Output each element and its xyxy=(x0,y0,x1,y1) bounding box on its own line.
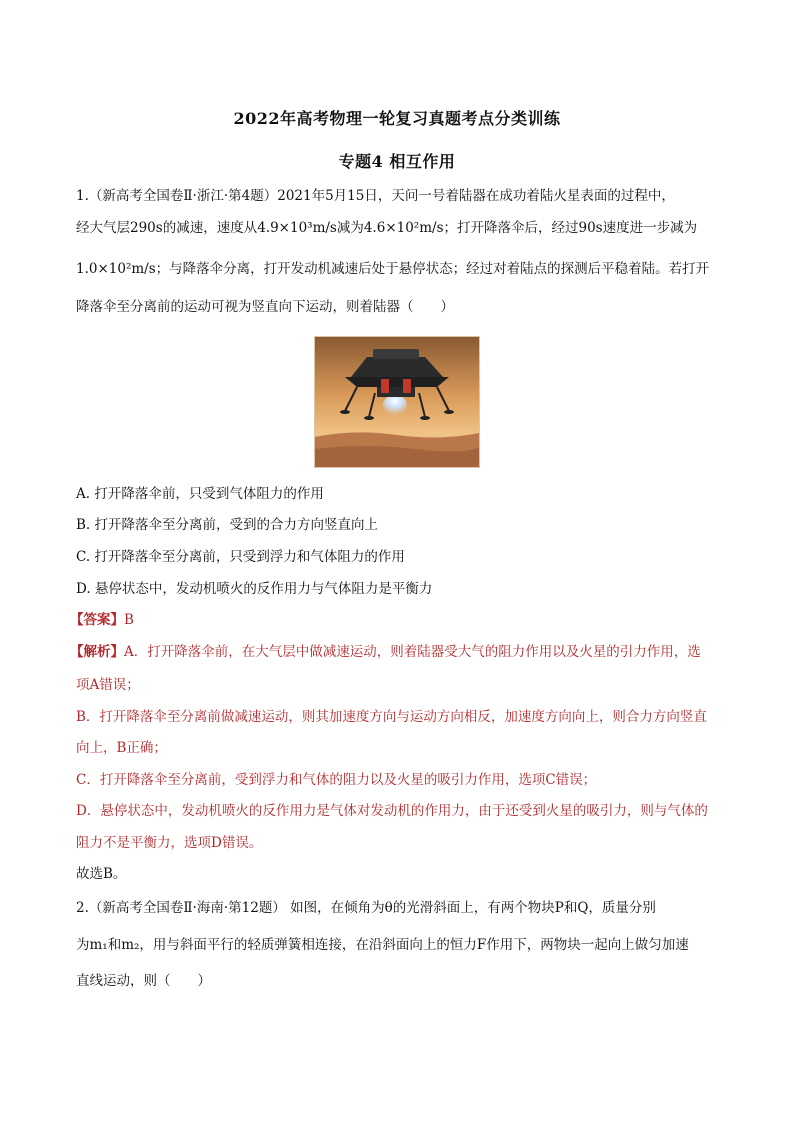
q1-option-a: A. 打开降落伞前，只受到气体阻力的作用 xyxy=(76,486,324,502)
q2-stem-line-2: 为m₁和m₂，用与斜面平行的轻质弹簧相连接，在沿斜面向上的恒力F作用下，两物块一起向上做匀加速 xyxy=(76,937,689,953)
answer-value: B xyxy=(124,612,134,628)
mars-lander-image xyxy=(314,336,480,468)
q1-analysis-line-2: 项A错误； xyxy=(76,677,140,693)
q1-analysis-line-6: D．悬停状态中，发动机喷火的反作用力是气体对发动机的作用力，由于还受到火星的吸引力，则与气体的 xyxy=(76,803,708,819)
analysis-label: 【解析】 xyxy=(70,644,124,660)
q2-stem-line-1: 2.（新高考全国卷Ⅱ·海南·第12题） 如图，在倾角为θ的光滑斜面上，有两个物块P和Q，质量分别 xyxy=(76,900,656,916)
q1-stem-line-2: 经大气层290s的减速，速度从4.9×10³m/s减为4.6×10²m/s；打开降落伞后，经过90s速度进一步减为 xyxy=(76,220,698,236)
q1-analysis-line-5: C．打开降落伞至分离前，受到浮力和气体的阻力以及火星的吸引力作用，选项C错误； xyxy=(76,772,597,788)
q1-conclusion: 故选B。 xyxy=(76,866,127,882)
document-title: 2022年高考物理一轮复习真题考点分类训练 xyxy=(233,109,561,128)
q1-option-c: C. 打开降落伞至分离前，只受到浮力和气体阻力的作用 xyxy=(76,549,405,565)
answer-label: 【答案】 xyxy=(70,612,124,628)
q1-stem-line-4: 降落伞至分离前的运动可视为竖直向下运动，则着陆器（ ） xyxy=(76,299,454,315)
q1-stem-line-1: 1.（新高考全国卷Ⅱ·浙江·第4题）2021年5月15日，天问一号着陆器在成功着陆火星表面的过程中， xyxy=(76,188,675,204)
q2-stem-line-3: 直线运动，则（ ） xyxy=(76,973,211,989)
q1-analysis-line-4: 向上，B正确； xyxy=(76,740,167,756)
lander-illustration xyxy=(315,337,479,467)
document-subtitle: 专题4 相互作用 xyxy=(338,152,456,171)
analysis-text-1: A．打开降落伞前，在大气层中做减速运动，则着陆器受大气的阻力作用以及火星的引力作用，选 xyxy=(124,644,701,660)
q1-analysis-line-1 xyxy=(70,642,701,662)
q1-analysis-line-7: 阻力不是平衡力，选项D错误。 xyxy=(76,835,263,851)
q1-answer xyxy=(70,610,134,630)
q1-analysis-line-3: B．打开降落伞至分离前做减速运动，则其加速度方向与运动方向相反，加速度方向向上，则合力方向竖直 xyxy=(76,709,707,725)
q1-stem-line-3: 1.0×10²m/s；与降落伞分离，打开发动机减速后处于悬停状态；经过对着陆点的探测后平稳着陆。若打开 xyxy=(76,261,710,277)
q1-option-b: B. 打开降落伞至分离前，受到的合力方向竖直向上 xyxy=(76,517,379,533)
q1-option-d: D. 悬停状态中，发动机喷火的反作用力与气体阻力是平衡力 xyxy=(76,581,433,597)
